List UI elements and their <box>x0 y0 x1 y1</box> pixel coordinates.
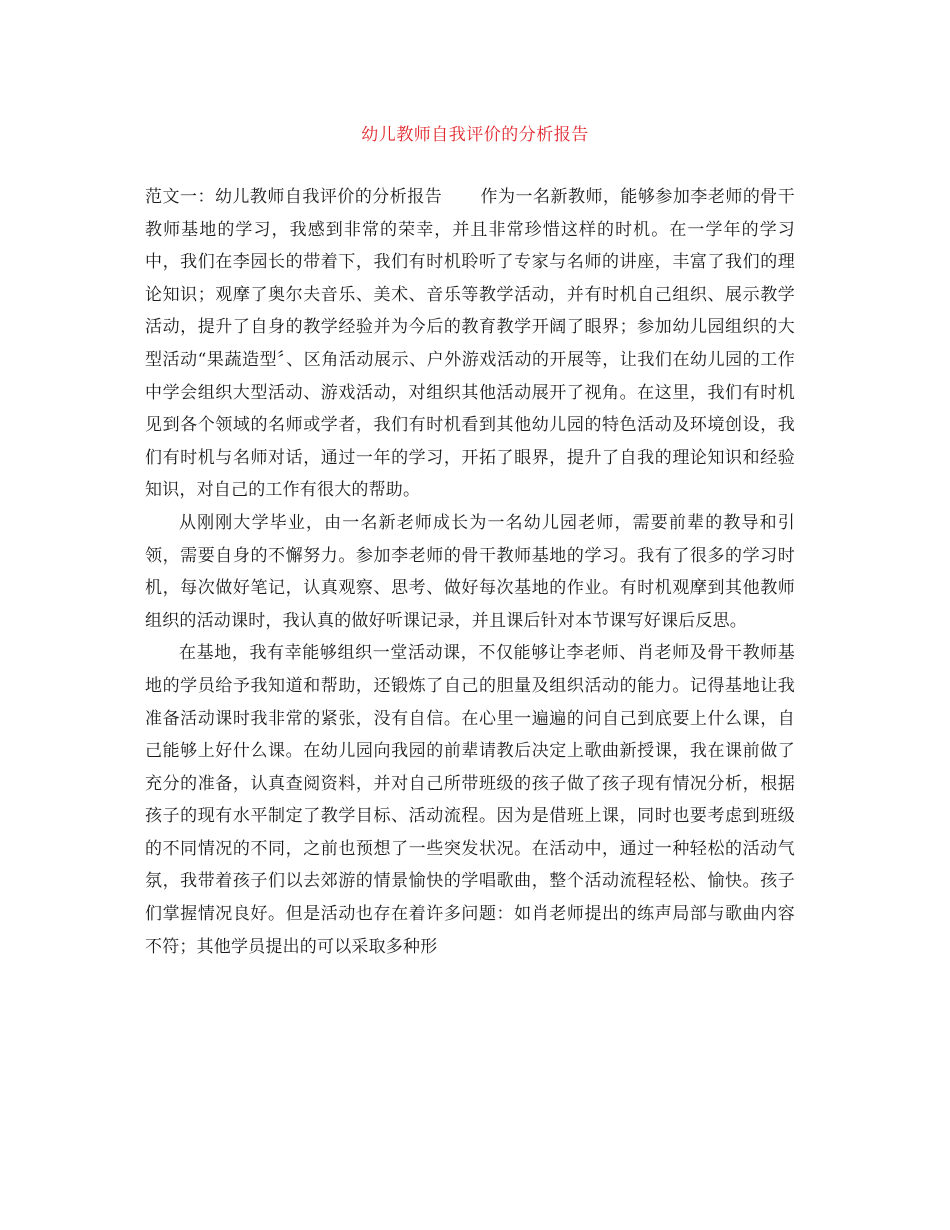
paragraph-1-body: 作为一名新教师，能够参加李老师的骨干教师基地的学习，我感到非常的荣幸，并且非常珍惜这样的时机。在一学年的学习中，我们在李园长的带着下，我们有时机聆听了专家与名师的讲座，丰富了我们的理论知识；观摩了奥尔夫音乐、美术、音乐等教学活动，并有时机自己组织、展示教学活动，提升了自身的教学经验并为今后的教育教学开阔了眼界；参加幼儿园组织的大型活动“果蔬造型〞、区角活动展示、户外游戏活动的开展等，让我们在幼儿园的工作中学会组织大型活动、游戏活动，对组织其他活动展开了视角。在这里，我们有时机见到各个领域的名师或学者，我们有时机看到其他幼儿园的特色活动及环境创设，我们有时机与名师对话，通过一年的学习，开拓了眼界，提升了自我的理论知识和经验知识，对自己的工作有很大的帮助。 <box>145 187 795 501</box>
paragraph-2: 从刚刚大学毕业，由一名新老师成长为一名幼儿园老师，需要前辈的教导和引领，需要自身的不懈努力。参加李老师的骨干教师基地的学习。我有了很多的学习时机，每次做好笔记，认真观察、思考、做好每次基地的作业。有时机观摩到其他教师组织的活动课时，我认真的做好听课记录，并且课后针对本节课写好课后反思。 <box>145 512 795 631</box>
document-body <box>145 181 795 963</box>
paragraph-3: 在基地，我有幸能够组织一堂活动课，不仅能够让李老师、肖老师及骨干教师基地的学员给予我知道和帮助，还锻炼了自己的胆量及组织活动的能力。记得基地让我准备活动课时我非常的紧张，没有自信。在心里一遍遍的问自己到底要上什么课，自己能够上好什么课。在幼儿园向我园的前辈请教后决定上歌曲新授课，我在课前做了充分的准备，认真查阅资料，并对自己所带班级的孩子做了孩子现有情况分析，根据孩子的现有水平制定了教学目标、活动流程。因为是借班上课，同时也要考虑到班级的不同情况的不同，之前也预想了一些突发状况。在活动中，通过一种轻松的活动气氛，我带着孩子们以去郊游的情景愉快的学唱歌曲，整个活动流程轻松、愉快。孩子们掌握情况良好。但是活动也存在着许多问题：如肖老师提出的练声局部与歌曲内容不符；其他学员提出的可以采取多种形 <box>145 643 795 957</box>
paragraph-1 <box>145 181 795 507</box>
paragraph-lead: 范文一：幼儿教师自我评价的分析报告 <box>145 187 443 207</box>
document-title: 幼儿教师自我评价的分析报告 <box>361 125 589 145</box>
